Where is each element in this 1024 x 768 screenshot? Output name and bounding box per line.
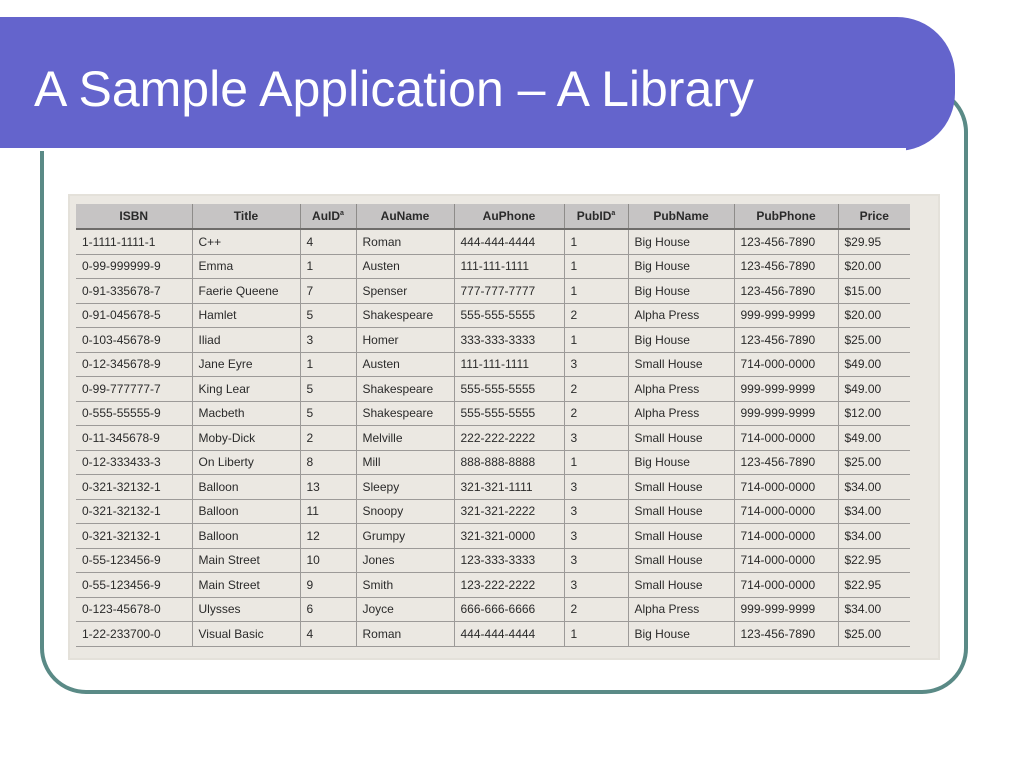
table-row	[76, 328, 910, 353]
cell-pubphone: 714-000-0000	[734, 426, 838, 451]
cell-isbn: 0-91-045678-5	[76, 303, 192, 328]
table-row	[76, 229, 910, 254]
cell-auname: Sleepy	[356, 475, 454, 500]
cell-title: Visual Basic	[192, 622, 300, 647]
cell-auid: 5	[300, 401, 356, 426]
cell-auid: 5	[300, 303, 356, 328]
column-header-auname	[356, 204, 454, 229]
cell-pubid: 2	[564, 597, 628, 622]
cell-price: $49.00	[838, 377, 910, 402]
cell-auid: 13	[300, 475, 356, 500]
cell-title: Balloon	[192, 499, 300, 524]
column-header-label: PubName	[653, 209, 709, 223]
cell-title: On Liberty	[192, 450, 300, 475]
table-row	[76, 524, 910, 549]
column-header-auphone	[454, 204, 564, 229]
cell-isbn: 0-55-123456-9	[76, 573, 192, 598]
cell-auname: Shakespeare	[356, 401, 454, 426]
cell-price: $49.00	[838, 426, 910, 451]
cell-isbn: 0-103-45678-9	[76, 328, 192, 353]
cell-pubname: Small House	[628, 475, 734, 500]
cell-price: $34.00	[838, 499, 910, 524]
cell-auphone: 666-666-6666	[454, 597, 564, 622]
cell-price: $49.00	[838, 352, 910, 377]
cell-auid: 8	[300, 450, 356, 475]
cell-auname: Joyce	[356, 597, 454, 622]
cell-title: Main Street	[192, 548, 300, 573]
cell-auname: Roman	[356, 229, 454, 254]
cell-title: Ulysses	[192, 597, 300, 622]
table-row	[76, 499, 910, 524]
cell-title: Iliad	[192, 328, 300, 353]
cell-pubname: Alpha Press	[628, 377, 734, 402]
cell-pubid: 2	[564, 401, 628, 426]
cell-title: King Lear	[192, 377, 300, 402]
cell-auphone: 321-321-0000	[454, 524, 564, 549]
column-header-pubname	[628, 204, 734, 229]
cell-isbn: 0-321-32132-1	[76, 499, 192, 524]
cell-title: Hamlet	[192, 303, 300, 328]
cell-auphone: 123-222-2222	[454, 573, 564, 598]
cell-isbn: 0-12-333433-3	[76, 450, 192, 475]
library-table	[76, 204, 910, 647]
cell-isbn: 1-22-233700-0	[76, 622, 192, 647]
column-header-label: AuName	[380, 209, 430, 223]
column-header-label: PubID	[576, 209, 612, 223]
column-header-label: AuPhone	[482, 209, 536, 223]
column-header-label: PubPhone	[756, 209, 816, 223]
cell-pubphone: 999-999-9999	[734, 303, 838, 328]
cell-auphone: 777-777-7777	[454, 279, 564, 304]
cell-title: Faerie Queene	[192, 279, 300, 304]
cell-pubname: Small House	[628, 499, 734, 524]
cell-price: $22.95	[838, 573, 910, 598]
cell-pubid: 1	[564, 450, 628, 475]
cell-auid: 12	[300, 524, 356, 549]
cell-title: Moby-Dick	[192, 426, 300, 451]
cell-pubname: Small House	[628, 426, 734, 451]
cell-auid: 2	[300, 426, 356, 451]
table-row	[76, 377, 910, 402]
table-row	[76, 303, 910, 328]
cell-price: $22.95	[838, 548, 910, 573]
table-row	[76, 254, 910, 279]
cell-auphone: 444-444-4444	[454, 229, 564, 254]
cell-auphone: 111-111-1111	[454, 254, 564, 279]
cell-pubphone: 999-999-9999	[734, 377, 838, 402]
cell-pubname: Big House	[628, 254, 734, 279]
cell-isbn: 0-321-32132-1	[76, 524, 192, 549]
footnote-marker: a	[611, 210, 616, 217]
cell-pubname: Big House	[628, 622, 734, 647]
cell-pubname: Big House	[628, 328, 734, 353]
cell-pubid: 3	[564, 499, 628, 524]
cell-isbn: 0-55-123456-9	[76, 548, 192, 573]
table-row	[76, 597, 910, 622]
cell-isbn: 0-321-32132-1	[76, 475, 192, 500]
column-header-auid	[300, 204, 356, 229]
cell-title: Balloon	[192, 475, 300, 500]
cell-price: $25.00	[838, 622, 910, 647]
cell-auname: Snoopy	[356, 499, 454, 524]
cell-auname: Homer	[356, 328, 454, 353]
cell-pubid: 1	[564, 622, 628, 647]
column-header-label: AuID	[312, 209, 341, 223]
cell-price: $25.00	[838, 328, 910, 353]
cell-pubphone: 123-456-7890	[734, 328, 838, 353]
cell-isbn: 0-11-345678-9	[76, 426, 192, 451]
cell-isbn: 0-555-55555-9	[76, 401, 192, 426]
cell-pubname: Small House	[628, 573, 734, 598]
cell-pubphone: 714-000-0000	[734, 352, 838, 377]
cell-pubphone: 714-000-0000	[734, 548, 838, 573]
slide-title: A Sample Application – A Library	[34, 61, 754, 117]
column-header-label: ISBN	[119, 209, 149, 223]
cell-pubid: 2	[564, 303, 628, 328]
library-table-image	[70, 196, 938, 658]
cell-auname: Shakespeare	[356, 377, 454, 402]
cell-pubname: Alpha Press	[628, 597, 734, 622]
cell-auid: 5	[300, 377, 356, 402]
cell-pubphone: 714-000-0000	[734, 573, 838, 598]
cell-auname: Grumpy	[356, 524, 454, 549]
column-header-label: Price	[859, 209, 889, 223]
cell-pubname: Alpha Press	[628, 401, 734, 426]
cell-isbn: 0-12-345678-9	[76, 352, 192, 377]
table-row	[76, 352, 910, 377]
cell-auid: 11	[300, 499, 356, 524]
cell-auphone: 555-555-5555	[454, 401, 564, 426]
cell-auphone: 111-111-1111	[454, 352, 564, 377]
table-row	[76, 573, 910, 598]
cell-auphone: 123-333-3333	[454, 548, 564, 573]
cell-auid: 3	[300, 328, 356, 353]
cell-auphone: 333-333-3333	[454, 328, 564, 353]
table-row	[76, 622, 910, 647]
cell-title: Jane Eyre	[192, 352, 300, 377]
cell-auphone: 444-444-4444	[454, 622, 564, 647]
cell-auid: 9	[300, 573, 356, 598]
column-header-label: Title	[233, 209, 259, 223]
cell-auid: 4	[300, 622, 356, 647]
cell-pubname: Big House	[628, 450, 734, 475]
cell-title: Emma	[192, 254, 300, 279]
cell-pubid: 3	[564, 475, 628, 500]
cell-pubid: 3	[564, 426, 628, 451]
cell-pubphone: 123-456-7890	[734, 622, 838, 647]
cell-title: C++	[192, 229, 300, 254]
cell-auname: Austen	[356, 352, 454, 377]
cell-pubphone: 714-000-0000	[734, 475, 838, 500]
cell-pubname: Alpha Press	[628, 303, 734, 328]
cell-pubid: 1	[564, 328, 628, 353]
title-banner	[0, 17, 955, 151]
cell-auname: Shakespeare	[356, 303, 454, 328]
cell-pubphone: 123-456-7890	[734, 279, 838, 304]
cell-auphone: 888-888-8888	[454, 450, 564, 475]
cell-pubphone: 999-999-9999	[734, 597, 838, 622]
cell-isbn: 0-91-335678-7	[76, 279, 192, 304]
footnote-marker: a	[340, 210, 344, 217]
cell-title: Main Street	[192, 573, 300, 598]
cell-price: $15.00	[838, 279, 910, 304]
cell-auid: 1	[300, 254, 356, 279]
cell-price: $20.00	[838, 303, 910, 328]
cell-price: $34.00	[838, 597, 910, 622]
cell-pubid: 1	[564, 279, 628, 304]
cell-pubphone: 714-000-0000	[734, 524, 838, 549]
cell-auname: Mill	[356, 450, 454, 475]
cell-pubname: Small House	[628, 548, 734, 573]
cell-isbn: 0-99-999999-9	[76, 254, 192, 279]
cell-pubphone: 123-456-7890	[734, 254, 838, 279]
cell-isbn: 0-123-45678-0	[76, 597, 192, 622]
cell-pubid: 3	[564, 573, 628, 598]
table-row	[76, 401, 910, 426]
cell-title: Balloon	[192, 524, 300, 549]
title-underline	[0, 148, 906, 151]
column-header-pubid	[564, 204, 628, 229]
cell-pubid: 2	[564, 377, 628, 402]
cell-pubid: 1	[564, 254, 628, 279]
cell-price: $34.00	[838, 524, 910, 549]
cell-auid: 1	[300, 352, 356, 377]
column-header-isbn	[76, 204, 192, 229]
cell-auid: 7	[300, 279, 356, 304]
cell-auphone: 555-555-5555	[454, 377, 564, 402]
cell-auname: Spenser	[356, 279, 454, 304]
cell-price: $12.00	[838, 401, 910, 426]
cell-isbn: 0-99-777777-7	[76, 377, 192, 402]
cell-pubname: Small House	[628, 524, 734, 549]
cell-pubphone: 123-456-7890	[734, 229, 838, 254]
cell-auname: Austen	[356, 254, 454, 279]
table-row	[76, 548, 910, 573]
cell-pubid: 1	[564, 229, 628, 254]
cell-auname: Smith	[356, 573, 454, 598]
cell-isbn: 1-1111-1111-1	[76, 229, 192, 254]
column-header-pubphone	[734, 204, 838, 229]
table-row	[76, 475, 910, 500]
table-row	[76, 426, 910, 451]
cell-auid: 10	[300, 548, 356, 573]
cell-auphone: 321-321-2222	[454, 499, 564, 524]
cell-title: Macbeth	[192, 401, 300, 426]
cell-pubphone: 714-000-0000	[734, 499, 838, 524]
cell-pubname: Small House	[628, 352, 734, 377]
column-header-title	[192, 204, 300, 229]
table-body	[76, 229, 910, 646]
column-header-price	[838, 204, 910, 229]
cell-price: $34.00	[838, 475, 910, 500]
cell-price: $20.00	[838, 254, 910, 279]
table-header-row	[76, 204, 910, 229]
cell-auname: Jones	[356, 548, 454, 573]
cell-price: $25.00	[838, 450, 910, 475]
cell-auphone: 321-321-1111	[454, 475, 564, 500]
cell-pubname: Big House	[628, 229, 734, 254]
table-row	[76, 279, 910, 304]
cell-pubphone: 123-456-7890	[734, 450, 838, 475]
cell-auid: 4	[300, 229, 356, 254]
cell-pubphone: 999-999-9999	[734, 401, 838, 426]
cell-auphone: 222-222-2222	[454, 426, 564, 451]
cell-pubid: 3	[564, 524, 628, 549]
cell-auname: Roman	[356, 622, 454, 647]
cell-price: $29.95	[838, 229, 910, 254]
cell-auphone: 555-555-5555	[454, 303, 564, 328]
cell-auid: 6	[300, 597, 356, 622]
cell-pubname: Big House	[628, 279, 734, 304]
cell-auname: Melville	[356, 426, 454, 451]
cell-pubid: 3	[564, 548, 628, 573]
cell-pubid: 3	[564, 352, 628, 377]
table-row	[76, 450, 910, 475]
